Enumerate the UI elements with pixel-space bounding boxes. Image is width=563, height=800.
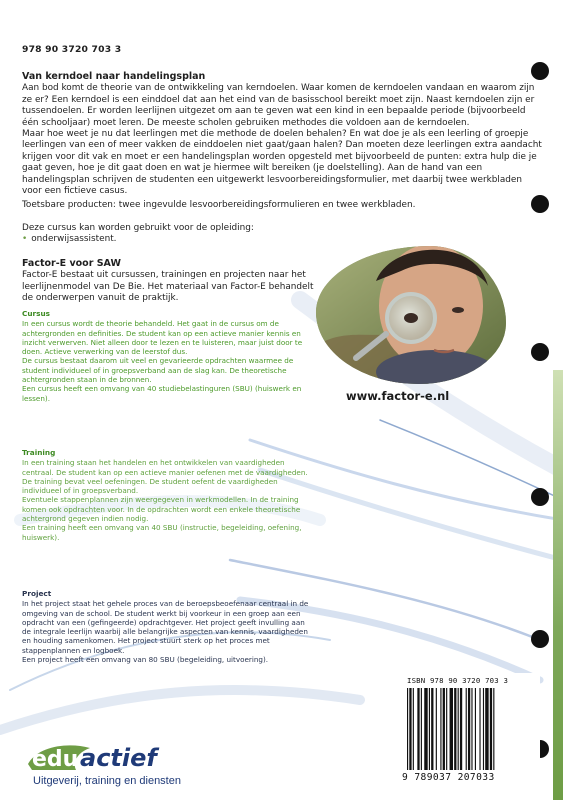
training-paragraph: De training bevat veel oefeningen. De student oefent de vaardigheden individueel of in groepsverband. — [22, 476, 278, 496]
intro-paragraph: Aan bod komt de theorie van de ontwikkeling van kerndoelen. Waar komen de kerndoelen vandaan en waarom zijn ze er? Een kerndoel is een einddoel dat aan het eind van de basisschool bereikt moet zijn. Naast kerndoelen zijn er tussendoelen. Er worden leerlijnen uitgezet om aan te geven wat een kind in een bepaalde periode (bijvoorbeeld één schooljaar) moet leren. De meeste scholen gebruiken methodes die voldoen aan de kerndoelen. — [22, 83, 535, 128]
barcode-bar — [460, 688, 462, 770]
barcode-bar — [409, 688, 411, 770]
binder-hole — [531, 343, 549, 361]
training-paragraph: In een training staan het handelen en het ontwikkelen van vaardigheden centraal. De student kan op een actieve manier oefenen met de vaardigheden. — [22, 458, 308, 477]
website-link[interactable]: www.factor-e.nl — [346, 389, 450, 403]
barcode-bar — [443, 688, 445, 770]
opleiding-section — [22, 223, 322, 246]
opleiding-list — [22, 234, 322, 245]
barcode-isbn-label: ISBN 978 90 3720 703 3 — [407, 676, 509, 685]
training-title: Training — [22, 448, 56, 457]
barcode-number: 9 789037 207033 — [402, 772, 495, 783]
barcode-bar — [458, 688, 459, 770]
barcode-bar — [485, 688, 488, 770]
barcode-bar — [454, 688, 456, 770]
barcode-bar — [446, 688, 447, 770]
barcode-bar — [479, 688, 480, 770]
barcode-bar — [490, 688, 492, 770]
green-edge-strip — [553, 370, 563, 800]
cursus-section — [22, 309, 312, 403]
binder-hole — [531, 630, 549, 648]
barcode-bar — [471, 688, 472, 770]
opleiding-intro: Deze cursus kan worden gebruikt voor de opleiding: — [22, 223, 254, 233]
barcode-bar — [424, 688, 427, 770]
eduactief-logo — [28, 740, 168, 774]
logo-edu-text: edu — [32, 747, 79, 772]
project-title: Project — [22, 589, 52, 598]
factor-e-text: Factor-E bestaat uit cursussen, trainingen en projecten naar het leerlijnenmodel van De Bie. Het materiaal van Factor-E behandelt de onderwerpen vanuit de praktijk. — [22, 270, 314, 304]
intro-heading: Van kerndoel naar handelingsplan — [22, 71, 206, 82]
cursus-paragraph: In een cursus wordt de theorie behandeld. Het gaat in de cursus om de achtergronden en definities. De student kan op een actieve manier kennis en inzicht verwerven. Niet alleen door te lezen en te luisteren, maar juist door te doen. Actieve verwerking van de leerstof dus. — [22, 319, 303, 357]
barcode-bar — [475, 688, 476, 770]
logo-actief-text: actief — [80, 744, 157, 772]
training-paragraph: Eventuele stappenplannen zijn weergegeven in werkmodellen. In de training komen ook opdrachten voor. In de opdrachten wordt een enkele theoretische achtergrond gegeven indien nodig. — [22, 495, 301, 524]
barcode-bar — [450, 688, 453, 770]
factor-e-section — [22, 258, 322, 305]
project-paragraph: Een project heeft een omvang van 80 SBU (begeleiding, uitvoering). — [22, 655, 269, 665]
factor-e-heading: Factor-E voor SAW — [22, 258, 121, 269]
barcode-bar — [483, 688, 484, 770]
barcode-bar — [468, 688, 470, 770]
project-paragraph: In het project staat het gehele proces van de beroepsbeoefenaar centraal in de omgeving van de school. De student werkt bij voorkeur in een groep aan een opdracht van een (gefingeerde) opdrachtgever. Het project geeft invulling aan de integrale leerlijn waarbij alle belangrijke aspecten van kennis, vaardigheden en houding samenkomen. Het project stuurt sterk op het proces met stappenplannen en logboek. — [22, 599, 309, 655]
barcode-bar — [431, 688, 433, 770]
barcode-bar — [407, 688, 408, 770]
barcode-bar — [413, 688, 414, 770]
barcode-bar — [436, 688, 437, 770]
barcode-bar — [466, 688, 467, 770]
training-paragraph: Een training heeft een omvang van 40 SBU (instructie, begeleiding, oefening, huiswerk). — [22, 523, 302, 542]
project-section — [22, 589, 312, 664]
cursus-paragraph: De cursus bestaat daarom uit veel en gevarieerde opdrachten waarmee de student individueel of in groepsverband aan de slag kan. De theoretische achtergronden staan in de bronnen. — [22, 356, 294, 385]
intro-section — [22, 71, 542, 197]
barcode-bar — [440, 688, 441, 770]
opleiding-item: • onderwijsassistent. — [32, 234, 322, 245]
cursus-paragraph: Een cursus heeft een omvang van 40 studiebelastinguren (SBU) (huiswerk en lessen). — [22, 384, 302, 403]
intro-paragraph: Maar hoe weet je nu dat leerlingen met die methode de doelen behalen? En wat doe je als een leerling of groepje leerlingen van een of meer vakken de einddoelen niet gaat/gaan halen? Dan moeten deze leerlingen extra aandacht krijgen voor dit vak en moet er een handelingsplan worden opgesteld met bijvoorbeeld de punten: extra hulp die je gaat geven, hoe je dit gaat doen en wat je hiermee wilt bereiken (je doelstelling). Aan de hand van een handelingsplan schrijven de studenten een uitgewerkt lesvoorbereidingsformulier, met daarbij twee werkbladen voor een fictieve casus. — [22, 129, 542, 197]
logo-tagline: Uitgeverij, training en diensten — [33, 775, 181, 787]
training-section — [22, 448, 312, 542]
barcode-bar — [421, 688, 422, 770]
binder-hole — [531, 488, 549, 506]
barcode-bar — [493, 688, 494, 770]
barcode-bars — [407, 688, 537, 770]
barcode-bar — [417, 688, 419, 770]
cursus-title: Cursus — [22, 309, 51, 318]
barcode-bar — [429, 688, 430, 770]
isbn-header: 978 90 3720 703 3 — [22, 44, 122, 55]
toetsbare-producten: Toetsbare producten: twee ingevulde lesvoorbereidingsformulieren en twee werkbladen. — [22, 200, 416, 210]
